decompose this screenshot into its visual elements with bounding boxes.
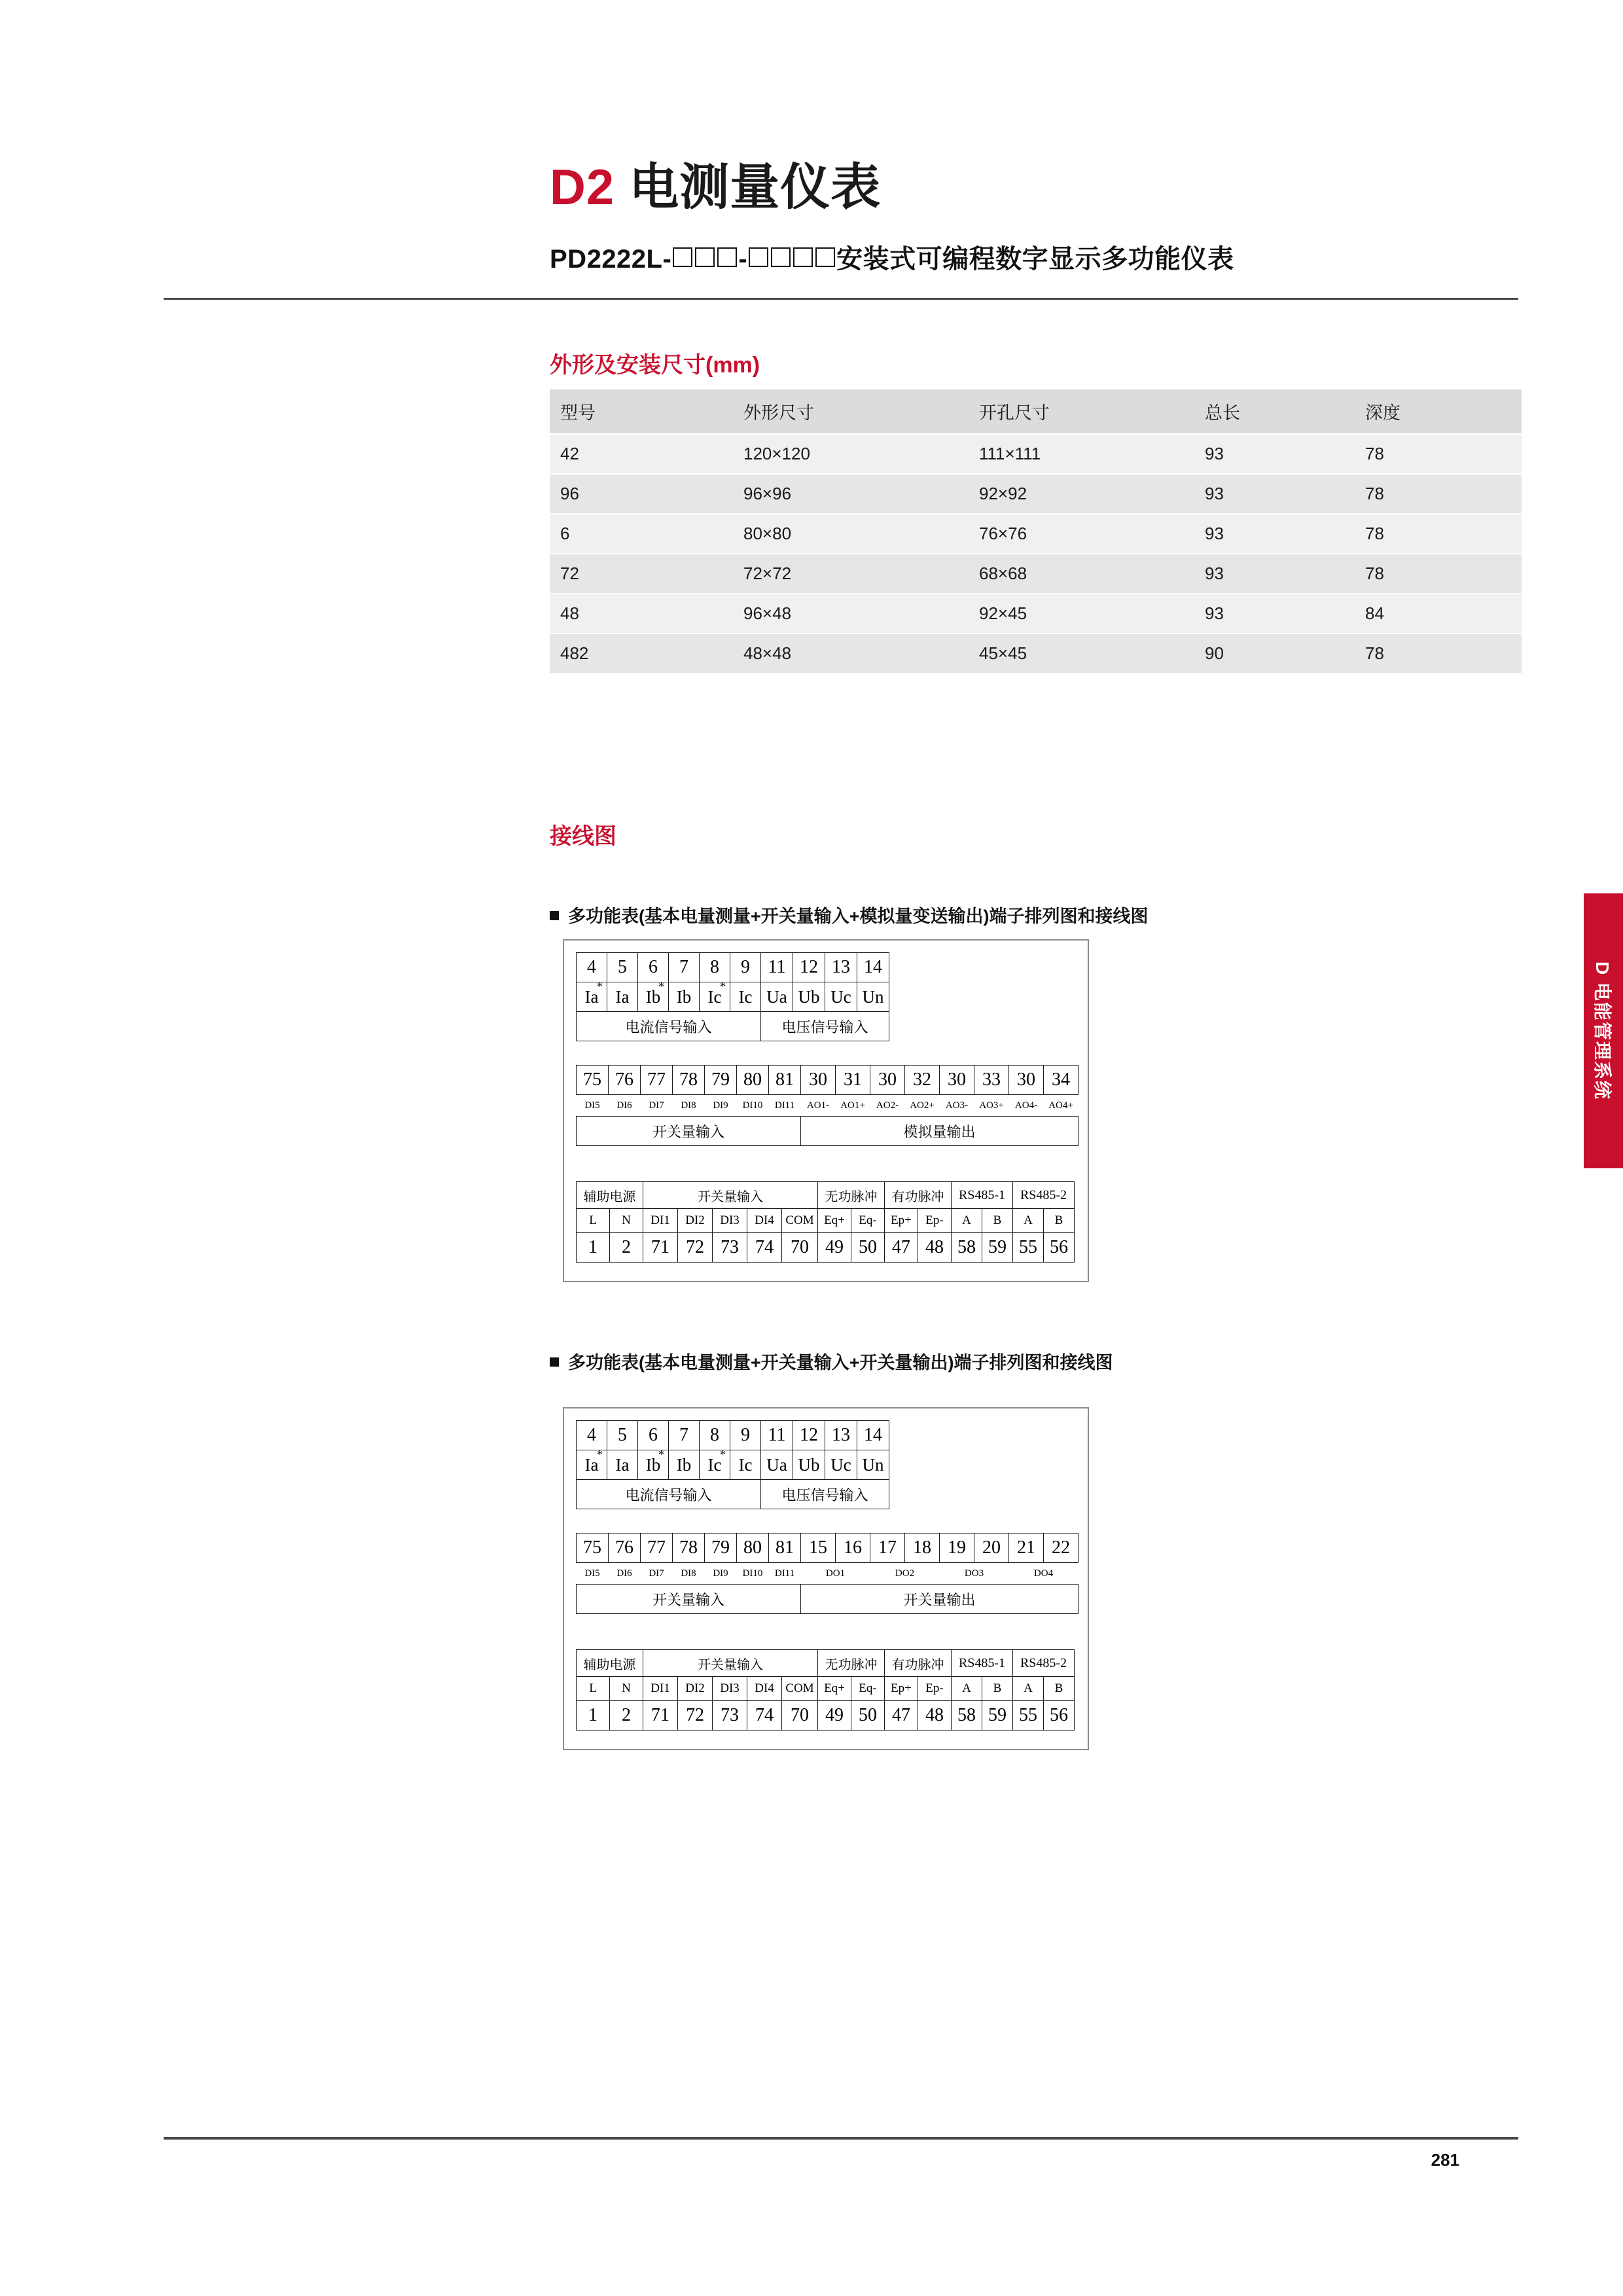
terminal-number: 56 [1044,1701,1075,1731]
diagram1-block1 [576,952,889,1041]
terminal-number: 1 [577,1701,610,1731]
terminal-number: 31 [836,1066,870,1095]
table-cell: 482 [550,634,733,673]
dimensions-table [550,389,1522,674]
diagram2-block3 [576,1649,1075,1731]
header-divider [164,298,1518,300]
terminal-number: 59 [982,1701,1013,1731]
page-number: 281 [1431,2150,1459,2170]
terminal-label: AO4+ [1048,1100,1073,1111]
terminal-number: 56 [1044,1233,1075,1263]
terminal-number: 74 [747,1701,782,1731]
terminal-label: DO3 [964,1568,984,1579]
terminal-number: 15 [801,1534,836,1563]
terminal-symbol: COM [782,1677,818,1701]
table-cell: 96 [550,474,733,514]
terminal-number: 79 [705,1534,737,1563]
terminal-number: 55 [1013,1701,1044,1731]
terminal-number: 2 [610,1233,643,1263]
terminal-label: AO3- [945,1100,969,1111]
terminal-number: 73 [713,1233,747,1263]
diagram1-row2-groups [577,1117,1079,1146]
placeholder-square [749,247,768,267]
diagram2-caption [550,1348,1113,1374]
terminal-label: DI8 [681,1100,696,1111]
terminal-symbol: Ib * [638,982,669,1012]
page-header [550,147,1518,276]
terminal-group-label: 无功脉冲 [818,1182,885,1209]
terminal-number: 77 [641,1066,673,1095]
table-cell: 80×80 [733,514,969,554]
terminal-number: 20 [974,1534,1009,1563]
terminal-label: DO1 [825,1568,846,1579]
terminal-symbol: Ib [669,1450,700,1480]
table-cell: 84 [1355,594,1522,634]
terminal-number: 7 [669,1421,700,1450]
terminal-number: 75 [577,1066,609,1095]
terminal-group-label: 电压信号输入 [761,1480,889,1509]
terminal-symbol: Ic [730,982,761,1012]
section-heading-dimensions: 外形及安装尺寸(mm) [550,353,760,378]
diagram2-block2 [576,1533,1079,1614]
terminal-number: 78 [673,1534,705,1563]
terminal-number: 13 [825,953,857,982]
terminal-number: 75 [577,1534,609,1563]
terminal-number: 4 [577,1421,607,1450]
terminal-symbol: DI4 [747,1677,782,1701]
terminal-label: AO3+ [979,1100,1004,1111]
placeholder-square [793,247,813,267]
terminal-number: 5 [607,953,638,982]
terminal-group-label: 电压信号输入 [761,1012,889,1041]
terminal-number: 71 [643,1233,678,1263]
diagram2-row1-symbols [577,1450,889,1480]
terminal-label: DI10 [742,1568,763,1579]
terminal-symbol: DI2 [678,1677,713,1701]
terminal-symbol: Ep+ [885,1677,918,1701]
terminal-number: 74 [747,1233,782,1263]
terminal-label: AO4- [1014,1100,1038,1111]
terminal-group-label: 电流信号输入 [577,1012,761,1041]
diagram2-row3-numbers [577,1701,1075,1731]
placeholder-square [815,247,835,267]
terminal-number: 77 [641,1534,673,1563]
table-cell: 68×68 [969,554,1194,594]
terminal-symbol: Ia * [577,1450,607,1480]
terminal-number: 16 [836,1534,870,1563]
table-row [550,594,1522,634]
terminal-label: DI5 [584,1568,600,1579]
section-heading-wiring: 接线图 [550,824,616,849]
diagram2-row3-groups [577,1650,1075,1677]
terminal-number: 12 [793,953,825,982]
terminal-symbol: Eq- [851,1209,885,1233]
table-header-cell: 总长 [1194,389,1355,434]
terminal-number: 30 [870,1066,905,1095]
terminal-number: 81 [769,1534,801,1563]
terminal-number: 47 [885,1701,918,1731]
table-header-cell: 型号 [550,389,733,434]
terminal-symbol: A [952,1209,982,1233]
table-cell: 93 [1194,594,1355,634]
terminal-group-label: 有功脉冲 [885,1182,952,1209]
terminal-number: 58 [952,1701,982,1731]
terminal-number: 2 [610,1701,643,1731]
diagram2-block1 [576,1420,889,1509]
terminal-number: 78 [673,1066,705,1095]
terminal-label: DI11 [774,1568,795,1579]
terminal-symbol: Ic [730,1450,761,1480]
terminal-number: 70 [782,1701,818,1731]
terminal-number: 13 [825,1421,857,1450]
terminal-group-label: 辅助电源 [577,1182,643,1209]
table-cell: 78 [1355,634,1522,673]
terminal-symbol: B [1044,1677,1075,1701]
terminal-symbol: A [1013,1209,1044,1233]
footer-divider [164,2137,1518,2140]
diagram1-row2-labels [577,1095,1079,1117]
table-cell: 76×76 [969,514,1194,554]
table-cell: 6 [550,514,733,554]
placeholder-square [771,247,791,267]
terminal-number: 49 [818,1233,851,1263]
terminal-number: 79 [705,1066,737,1095]
terminal-number: 9 [730,1421,761,1450]
table-cell: 120×120 [733,434,969,474]
terminal-number: 55 [1013,1233,1044,1263]
terminal-number: 76 [609,1066,641,1095]
diagram2-row1-groups [577,1480,889,1509]
terminal-number: 80 [737,1066,769,1095]
terminal-group-label: RS485-2 [1013,1182,1075,1209]
terminal-number: 9 [730,953,761,982]
terminal-number: 8 [700,953,730,982]
terminal-label: DI11 [774,1100,795,1111]
terminal-number: 50 [851,1701,885,1731]
diagram1-row3-groups [577,1182,1075,1209]
terminal-group-label: 开关量输入 [643,1650,818,1677]
page-subtitle [550,238,1518,276]
terminal-group-label: 辅助电源 [577,1650,643,1677]
terminal-number: 70 [782,1233,818,1263]
terminal-group-label: 模拟量输出 [801,1117,1079,1146]
terminal-number: 11 [761,953,793,982]
terminal-symbol: Uc [825,982,857,1012]
page-title-text: 电测量仪表 [629,160,882,215]
table-cell: 92×92 [969,474,1194,514]
section-side-tab-label: D 电能管理系统 [1592,961,1613,1100]
terminal-label: AO1+ [840,1100,865,1111]
placeholder-square [695,247,715,267]
terminal-group-label: 开关量输入 [577,1117,801,1146]
terminal-symbol: A [1013,1677,1044,1701]
terminal-number: 21 [1009,1534,1044,1563]
terminal-number: 49 [818,1701,851,1731]
terminal-group-label: 无功脉冲 [818,1650,885,1677]
subtitle-mid: - [738,245,748,274]
placeholder-square [673,247,692,267]
terminal-number: 6 [638,953,669,982]
terminal-symbol: L [577,1677,610,1701]
table-header-cell: 深度 [1355,389,1522,434]
terminal-symbol: DI3 [713,1677,747,1701]
terminal-number: 5 [607,1421,638,1450]
terminal-number: 11 [761,1421,793,1450]
table-cell: 93 [1194,434,1355,474]
terminal-number: 6 [638,1421,669,1450]
diagram1-caption [550,902,1149,927]
terminal-number: 14 [857,953,889,982]
table-cell: 96×96 [733,474,969,514]
terminal-diagram-2 [563,1407,1089,1750]
subtitle-prefix: PD2222L- [550,245,672,274]
terminal-number: 80 [737,1534,769,1563]
terminal-symbol: B [982,1677,1013,1701]
table-cell: 78 [1355,474,1522,514]
terminal-group-label: 开关量输入 [577,1585,801,1614]
terminal-number: 7 [669,953,700,982]
terminal-symbol: Eq+ [818,1209,851,1233]
bullet-square-icon [550,1357,559,1367]
terminal-number: 30 [1009,1066,1044,1095]
terminal-number: 12 [793,1421,825,1450]
terminal-label: DI7 [649,1100,664,1111]
terminal-symbol: Un [857,1450,889,1480]
terminal-symbol: Ua [761,982,793,1012]
terminal-number: 19 [940,1534,974,1563]
terminal-number: 30 [940,1066,974,1095]
terminal-symbol: B [1044,1209,1075,1233]
table-header-row [550,389,1522,434]
terminal-label: DI6 [616,1100,632,1111]
terminal-symbol: DI3 [713,1209,747,1233]
terminal-symbol: Ub [793,982,825,1012]
placeholder-square [717,247,737,267]
terminal-number: 81 [769,1066,801,1095]
terminal-group-label: RS485-1 [952,1182,1013,1209]
table-header-cell: 外形尺寸 [733,389,969,434]
table-cell: 78 [1355,434,1522,474]
terminal-group-label: RS485-1 [952,1650,1013,1677]
table-row [550,554,1522,594]
terminal-number: 8 [700,1421,730,1450]
table-row [550,514,1522,554]
terminal-group-label: 有功脉冲 [885,1650,952,1677]
terminal-symbol: Ia * [577,982,607,1012]
terminal-number: 48 [918,1701,952,1731]
terminal-symbol: A [952,1677,982,1701]
table-cell: 78 [1355,514,1522,554]
terminal-number: 50 [851,1233,885,1263]
table-cell: 72 [550,554,733,594]
diagram2-row1-numbers [577,1421,889,1450]
terminal-symbol: DI1 [643,1209,678,1233]
terminal-number: 34 [1044,1066,1079,1095]
terminal-label: DO2 [895,1568,915,1579]
table-cell: 93 [1194,474,1355,514]
diagram2-row2-labels [577,1563,1079,1585]
diagram2-row2-numbers [577,1534,1079,1563]
terminal-number: 33 [974,1066,1009,1095]
bullet-square-icon [550,911,559,920]
table-row [550,474,1522,514]
terminal-group-label: 开关量输出 [801,1585,1079,1614]
diagram2-caption-text: 多功能表(基本电量测量+开关量输入+开关量输出)端子排列图和接线图 [568,1353,1113,1372]
terminal-number: 72 [678,1701,713,1731]
diagram1-row3-symbols [577,1209,1075,1233]
section-side-tab [1584,893,1623,1168]
terminal-symbol: DI2 [678,1209,713,1233]
table-cell: 48 [550,594,733,634]
table-cell: 93 [1194,514,1355,554]
terminal-symbol: Ib * [638,1450,669,1480]
terminal-label: DI5 [584,1100,600,1111]
diagram2-row3-symbols [577,1677,1075,1701]
table-cell: 48×48 [733,634,969,673]
terminal-number: 32 [905,1066,940,1095]
diagram1-row3-numbers [577,1233,1075,1263]
terminal-number: 22 [1044,1534,1079,1563]
terminal-number: 14 [857,1421,889,1450]
terminal-label: AO2+ [910,1100,935,1111]
table-row [550,634,1522,673]
terminal-number: 59 [982,1233,1013,1263]
table-cell: 90 [1194,634,1355,673]
diagram1-row1-groups [577,1012,889,1041]
terminal-group-label: 开关量输入 [643,1182,818,1209]
terminal-number: 47 [885,1233,918,1263]
terminal-symbol: Eq+ [818,1677,851,1701]
terminal-symbol: L [577,1209,610,1233]
table-header-cell: 开孔尺寸 [969,389,1194,434]
table-cell: 92×45 [969,594,1194,634]
table-cell: 72×72 [733,554,969,594]
terminal-number: 18 [905,1534,940,1563]
diagram1-row2-numbers [577,1066,1079,1095]
terminal-label: DI9 [713,1568,728,1579]
page-title [550,147,1518,219]
terminal-symbol: Eq- [851,1677,885,1701]
terminal-number: 4 [577,953,607,982]
terminal-label: DO4 [1033,1568,1054,1579]
table-row [550,434,1522,474]
terminal-number: 17 [870,1534,905,1563]
terminal-label: DI6 [616,1568,632,1579]
terminal-symbol: DI1 [643,1677,678,1701]
terminal-label: AO1- [806,1100,830,1111]
terminal-symbol: Un [857,982,889,1012]
terminal-diagram-1 [563,939,1089,1282]
table-cell: 96×48 [733,594,969,634]
table-cell: 45×45 [969,634,1194,673]
terminal-symbol: Ia [607,982,638,1012]
terminal-symbol: Ep- [918,1677,952,1701]
terminal-symbol: Uc [825,1450,857,1480]
terminal-symbol: N [610,1209,643,1233]
terminal-number: 76 [609,1534,641,1563]
terminal-number: 72 [678,1233,713,1263]
terminal-symbol: B [982,1209,1013,1233]
terminal-group-label: 电流信号输入 [577,1480,761,1509]
table-cell: 93 [1194,554,1355,594]
terminal-number: 48 [918,1233,952,1263]
terminal-label: DI9 [713,1100,728,1111]
terminal-symbol: N [610,1677,643,1701]
terminal-number: 1 [577,1233,610,1263]
terminal-symbol: Ia [607,1450,638,1480]
diagram1-block3 [576,1181,1075,1263]
terminal-symbol: Ic * [700,1450,730,1480]
terminal-label: DI10 [742,1100,763,1111]
terminal-number: 30 [801,1066,836,1095]
diagram1-caption-text: 多功能表(基本电量测量+开关量输入+模拟量变送输出)端子排列图和接线图 [568,906,1149,926]
terminal-symbol: Ep+ [885,1209,918,1233]
diagram1-block2 [576,1065,1079,1146]
terminal-symbol: DI4 [747,1209,782,1233]
subtitle-suffix: 安装式可编程数字显示多功能仪表 [836,245,1234,274]
diagram1-row1-numbers [577,953,889,982]
diagram2-row2-groups [577,1585,1079,1614]
terminal-label: AO2- [876,1100,899,1111]
terminal-symbol: Ua [761,1450,793,1480]
terminal-number: 71 [643,1701,678,1731]
terminal-symbol: COM [782,1209,818,1233]
terminal-label: DI8 [681,1568,696,1579]
table-cell: 42 [550,434,733,474]
terminal-symbol: Ic * [700,982,730,1012]
terminal-group-label: RS485-2 [1013,1650,1075,1677]
table-cell: 78 [1355,554,1522,594]
table-cell: 111×111 [969,434,1194,474]
terminal-label: DI7 [649,1568,664,1579]
diagram1-row1-symbols [577,982,889,1012]
page-title-code: D2 [550,160,615,215]
terminal-symbol: Ub [793,1450,825,1480]
terminal-number: 73 [713,1701,747,1731]
terminal-symbol: Ep- [918,1209,952,1233]
terminal-symbol: Ib [669,982,700,1012]
terminal-number: 58 [952,1233,982,1263]
